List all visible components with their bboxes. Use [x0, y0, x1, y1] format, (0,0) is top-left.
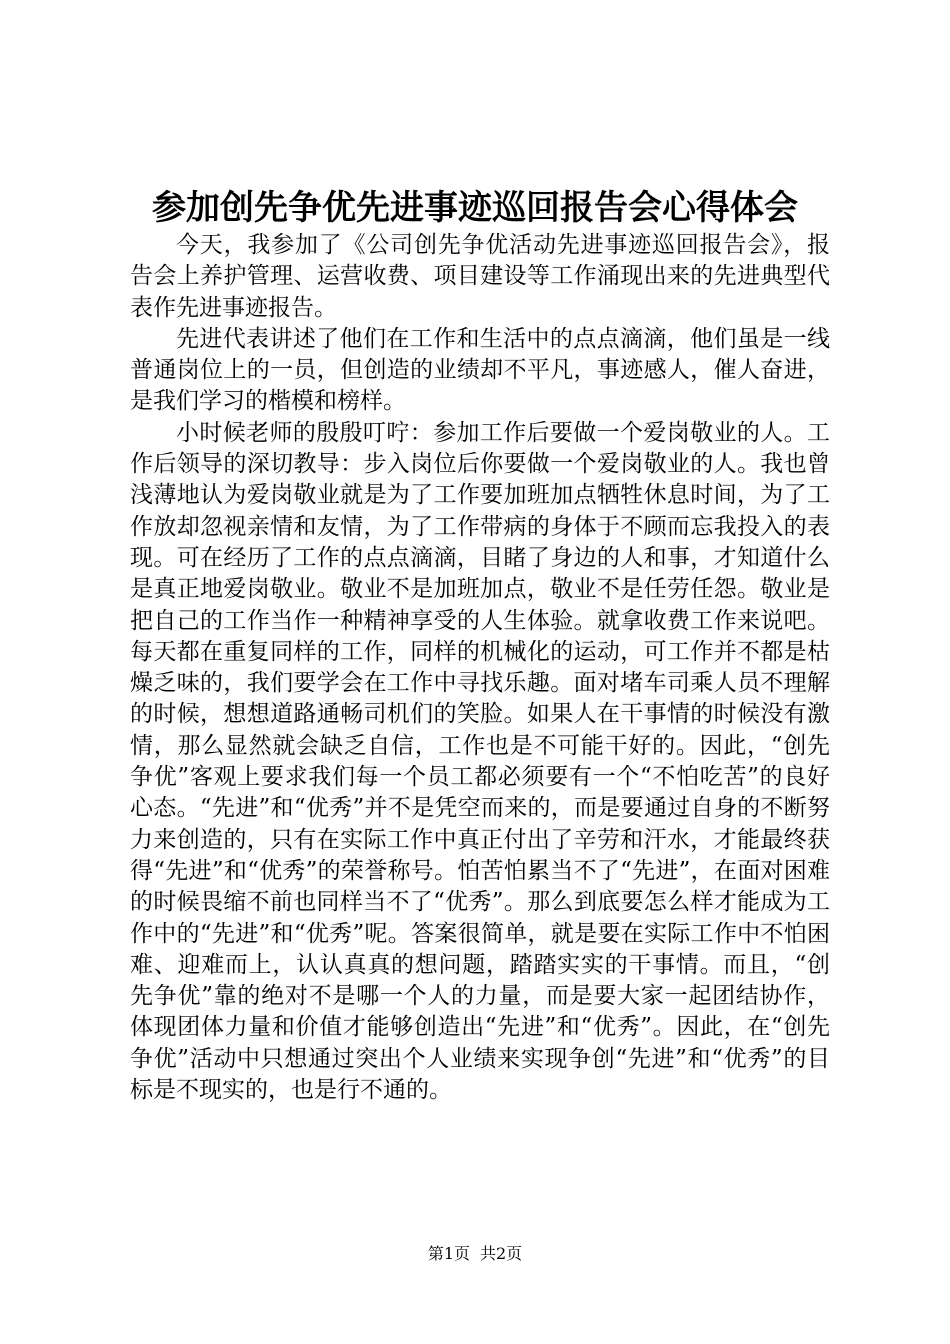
page-number-total: 共2页 — [480, 1244, 523, 1263]
body-paragraph-3: 小时候老师的殷殷叮咛：参加工作后要做一个爱岗敬业的人。工作后领导的深切教导：步入岗位后你要做一个爱岗敬业的人。我也曾浅薄地认为爱岗敬业就是为了工作要加班加点牺牲休息时间，为了工作放却忽视亲情和友情，为了工作带病的身体于不顾而忘我投入的表现。可在经历了工作的点点滴滴，目睹了身边的人和事，才知道什么是真正地爱岗敬业。敬业不是加班加点，敬业不是任劳任怨。敬业是把自己的工作当作一种精神享受的人生体验。就拿收费工作来说吧。每天都在重复同样的工作，同样的机械化的运动，可工作并不都是枯燥乏味的，我们要学会在工作中寻找乐趣。面对堵车司乘人员不理解的时候，想想道路通畅司机们的笑脸。如果人在干事情的时候没有激情，那么显然就会缺乏自信，工作也是不可能干好的。因此，“创先争优”客观上要求我们每一个员工都必须要有一个“不怕吃苦”的良好心态。“先进”和“优秀”并不是凭空而来的，而是要通过自身的不断努力来创造的，只有在实际工作中真正付出了辛劳和汗水，才能最终获得“先进”和“优秀”的荣誉称号。怕苦怕累当不了“先进”，在面对困难的时候畏缩不前也同样当不了“优秀”。那么到底要怎么样才能成为工作中的“先进”和“优秀”呢。答案很简单，就是要在实际工作中不怕困难、迎难而上，认认真真的想问题，踏踏实实的干事情。而且，“创先争优”靠的绝对不是哪一个人的力量，而是要大家一起团结协作，体现团体力量和价值才能够创造出“先进”和“优秀”。因此，在“创先争优”活动中只想通过突出个人业绩来实现争创“先进”和“优秀”的目标是不现实的，也是行不通的。 — [130, 419, 830, 1104]
body-paragraph-1: 今天，我参加了《公司创先争优活动先进事迹巡回报告会》，报告会上养护管理、运营收费、项目建设等工作涌现出来的先进典型代表作先进事迹报告。 — [130, 232, 830, 321]
document-title: 参加创先争优先进事迹巡回报告会心得体会 — [152, 188, 798, 228]
body-paragraph-2: 先进代表讲述了他们在工作和生活中的点点滴滴，他们虽是一线普通岗位上的一员，但创造的业绩却不平凡，事迹感人，催人奋进，是我们学习的楷模和榜样。 — [130, 325, 830, 415]
page-footer — [0, 1243, 950, 1265]
document-body — [130, 230, 830, 1106]
page-number-current: 第1页 — [427, 1244, 470, 1263]
